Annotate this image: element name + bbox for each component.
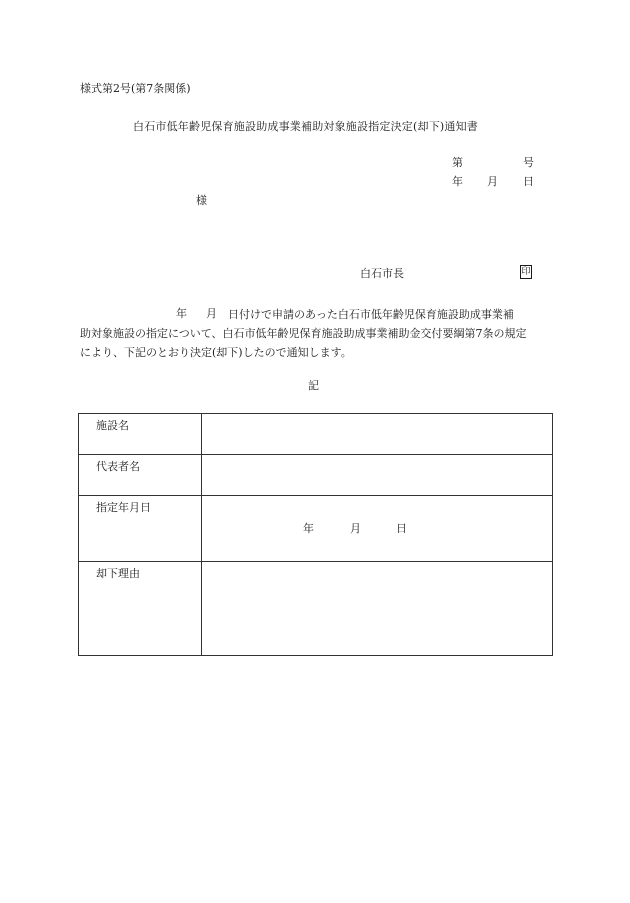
- designation-date-label: 指定年月日: [79, 496, 202, 562]
- representative-label: 代表者名: [79, 455, 202, 496]
- facility-name-field[interactable]: [202, 414, 553, 455]
- designation-date-field[interactable]: [202, 496, 553, 562]
- doc-number-prefix: 第: [452, 156, 463, 169]
- notice-body: [80, 305, 552, 362]
- table-row: [79, 496, 553, 562]
- table-row: [79, 414, 553, 455]
- ki-heading: 記: [308, 379, 319, 392]
- facility-name-label: 施設名: [79, 414, 202, 455]
- doc-number-suffix: 号: [523, 156, 534, 169]
- body-date-month: 月: [206, 307, 217, 320]
- document-title: 白石市低年齢児保育施設助成事業補助対象施設指定決定(却下)通知書: [133, 120, 478, 133]
- designation-date-day: 日: [396, 522, 407, 535]
- designation-date-year: 年: [303, 522, 314, 535]
- body-line-3: により、下記のとおり決定(却下)したので通知します。: [80, 346, 352, 359]
- issue-date-year: 年: [452, 175, 463, 188]
- designation-date-month: 月: [350, 522, 361, 535]
- rejection-reason-label: 却下理由: [79, 562, 202, 656]
- issuer-title: 白石市長: [360, 267, 404, 280]
- seal-mark: 印: [521, 267, 531, 277]
- representative-field[interactable]: [202, 455, 553, 496]
- table-row: [79, 455, 553, 496]
- issue-date-month: 月: [487, 175, 498, 188]
- body-line-2: 助対象施設の指定について、白石市低年齢児保育施設助成事業補助金交付要綱第7条の規定: [80, 327, 527, 340]
- issue-date-day: 日: [523, 175, 534, 188]
- body-line-1: 日付けで申請のあった白石市低年齢児保育施設助成事業補: [228, 308, 514, 321]
- rejection-reason-field[interactable]: [202, 562, 553, 656]
- addressee-honorific: 様: [196, 194, 207, 207]
- form-number: 様式第2号(第7条関係): [80, 82, 191, 95]
- details-table: [78, 413, 553, 656]
- body-date-year: 年: [176, 307, 187, 320]
- table-row: [79, 562, 553, 656]
